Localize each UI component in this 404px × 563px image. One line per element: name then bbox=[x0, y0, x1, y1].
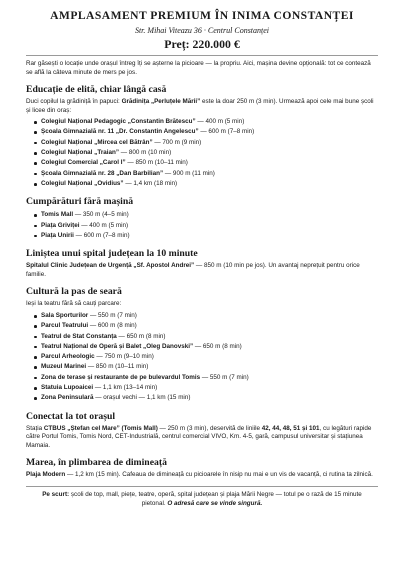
list-item bbox=[34, 393, 378, 403]
list-item bbox=[34, 373, 378, 383]
list-item bbox=[34, 169, 378, 179]
transport-text-3: , cu legături rapide către Portul Tomis, Tomis Nord, CET-Industrială, centrul comercial VIVO, Km. 4-5, gară, campusul universitar și stațiunea Mamaia. bbox=[26, 424, 372, 449]
bus-lines: 42, 44, 48, 51 și 101 bbox=[261, 424, 320, 432]
beach-name: Plaja Modern bbox=[26, 471, 66, 479]
place-distance: — 550 m (7 min) bbox=[88, 311, 137, 319]
place-name: Piața Unirii bbox=[41, 231, 74, 239]
place-name: Sala Sporturilor bbox=[41, 311, 89, 319]
place-distance: — 650 m (8 min) bbox=[116, 332, 166, 340]
listing-title: AMPLASAMENT PREMIUM ÎN INIMA CONSTANȚEI bbox=[50, 9, 354, 22]
education-lead-end: este la doar 250 m (3 min). Urmează apoi cele mai bune școli și licee din oraș: bbox=[26, 98, 374, 114]
list-item bbox=[34, 362, 378, 372]
list-item bbox=[34, 231, 378, 241]
place-name: Piața Griviței bbox=[41, 221, 80, 229]
education-lead-start: Duci copilul la grădiniță în papuci: bbox=[26, 98, 122, 105]
culture-section bbox=[26, 286, 378, 403]
place-name: Colegiul Național „Traian” bbox=[41, 149, 120, 157]
place-distance: — 600 m (7–8 min) bbox=[73, 231, 130, 239]
place-distance: — 1,4 km (18 min) bbox=[123, 179, 178, 187]
place-name: Zona de terase și restaurante de pe bulevardul Tomis bbox=[41, 373, 201, 381]
place-distance: — 900 m (11 min) bbox=[163, 169, 215, 177]
place-distance: — 600 m (8 min) bbox=[88, 322, 137, 330]
hospital-heading: Liniștea unui spital județean la 10 minute bbox=[26, 248, 198, 260]
list-item bbox=[34, 383, 378, 393]
summary-text: școli de top, mall, piețe, teatre, operă, spital județean și plaja Mării Negre — totul pe o rază de 15 minute pietonal. bbox=[69, 490, 362, 507]
list-item bbox=[34, 210, 378, 220]
bus-stop-name: CTBUS „Ștefan cel Mare” (Tomis Mall) bbox=[43, 424, 158, 432]
list-item bbox=[34, 221, 378, 231]
summary-label: Pe scurt: bbox=[42, 490, 70, 498]
summary-footer bbox=[40, 491, 364, 509]
sea-section bbox=[26, 457, 378, 480]
list-item bbox=[34, 342, 378, 352]
list-item bbox=[34, 332, 378, 342]
shopping-list bbox=[26, 210, 378, 241]
place-distance: — 750 m (9–10 min) bbox=[94, 353, 154, 361]
place-name: Colegiul Național „Mircea cel Bătrân” bbox=[41, 138, 153, 146]
place-distance: — 550 m (7 min) bbox=[200, 373, 249, 381]
place-distance: — 350 m (4–5 min) bbox=[73, 211, 129, 219]
place-name: Colegiul Comercial „Carol I” bbox=[41, 159, 126, 167]
place-distance: — 400 m (5 min) bbox=[195, 118, 245, 126]
place-name: Parcul Arheologic bbox=[41, 353, 95, 361]
hospital-section bbox=[26, 248, 378, 279]
place-name: Colegiul Național Pedagogic „Constantin Brătescu” bbox=[41, 118, 196, 126]
shopping-section bbox=[26, 196, 378, 241]
listing-price: Preț: 220.000 € bbox=[164, 37, 240, 51]
education-section bbox=[26, 84, 378, 189]
place-name: Statuia Lupoaicei bbox=[41, 384, 94, 392]
shopping-heading: Cumpărături fără mașină bbox=[26, 196, 134, 208]
place-distance: — 1,1 km (13–14 min) bbox=[93, 384, 158, 392]
place-distance: — 800 m (10 min) bbox=[119, 149, 172, 157]
header-divider bbox=[26, 55, 378, 56]
listing-address: Str. Mihai Viteazu 36 · Centrul Constanței bbox=[134, 26, 270, 35]
hospital-detail: — 850 m (10 min pe jos). Un avantaj neprețuit pentru orice familie. bbox=[26, 262, 360, 278]
transport-section bbox=[26, 411, 378, 451]
list-item bbox=[34, 321, 378, 331]
footer-divider bbox=[26, 486, 378, 487]
culture-heading: Cultură la pas de seară bbox=[26, 286, 122, 298]
hospital-name: Spitalul Clinic Județean de Urgență „Sf. Apostol Andrei” bbox=[26, 262, 195, 270]
kindergarten-name: Grădinița „Perluțele Mării” bbox=[121, 98, 201, 105]
list-item bbox=[34, 311, 378, 321]
list-item bbox=[34, 352, 378, 362]
sea-heading: Marea, în plimbarea de dimineață bbox=[26, 457, 167, 469]
place-name: Școala Gimnazială nr. 28 „Dan Barbilian” bbox=[41, 169, 164, 177]
culture-lead: Ieși la teatru fără să cauți parcare: bbox=[26, 300, 122, 308]
education-lead bbox=[26, 98, 378, 115]
place-distance: — 600 m (7–8 min) bbox=[198, 128, 255, 136]
flyer-header bbox=[26, 8, 378, 51]
list-item bbox=[34, 117, 378, 127]
sea-paragraph bbox=[26, 471, 378, 480]
transport-text-1: Stația bbox=[26, 424, 44, 432]
transport-heading: Conectat la tot orașul bbox=[26, 410, 116, 422]
transport-text-2: — 250 m (3 min), deservită de liniile bbox=[157, 424, 262, 432]
place-distance: — 400 m (5 min) bbox=[79, 221, 129, 229]
place-distance: — 650 m (8 min) bbox=[193, 342, 242, 350]
list-item bbox=[34, 179, 378, 189]
intro-paragraph: Rar găsești o locație unde orașul întreg îți se așterne la picioare — la propriu. Aici, mașina devine opțională: tot ce contează se află la câteva minute de mers pe jos. bbox=[26, 60, 371, 76]
education-heading: Educație de elită, chiar lângă casă bbox=[26, 84, 167, 95]
place-distance: — orașul vechi — 1,1 km (15 min) bbox=[93, 394, 191, 402]
sea-detail: — 1,2 km (15 min). Cafeaua de dimineață cu picioarele în nisip nu mai e un vis de vacanță, ci rutina ta zilnică. bbox=[65, 471, 373, 479]
transport-paragraph bbox=[26, 425, 378, 451]
place-name: Teatrul de Stat Constanța bbox=[41, 332, 117, 340]
place-name: Colegiul Național „Ovidius” bbox=[41, 179, 124, 187]
place-distance: — 850 m (10–11 min) bbox=[125, 159, 188, 167]
place-name: Tomis Mall bbox=[41, 211, 74, 219]
list-item bbox=[34, 158, 378, 168]
place-name: Teatrul Național de Operă și Balet „Oleg Danovski” bbox=[41, 342, 194, 350]
place-name: Zona Peninsulară bbox=[41, 394, 94, 402]
place-name: Muzeul Marinei bbox=[41, 363, 87, 371]
hospital-paragraph bbox=[26, 262, 378, 279]
list-item bbox=[34, 138, 378, 148]
list-item bbox=[34, 148, 378, 158]
list-item bbox=[34, 127, 378, 137]
summary-emphasis: O adresă care se vinde singură. bbox=[167, 499, 263, 507]
place-name: Parcul Teatrului bbox=[41, 322, 89, 330]
place-distance: — 850 m (10–11 min) bbox=[86, 363, 149, 371]
place-distance: — 700 m (9 min) bbox=[152, 138, 202, 146]
culture-list bbox=[26, 311, 378, 404]
place-name: Școala Gimnazială nr. 11 „Dr. Constantin Angelescu” bbox=[41, 128, 199, 136]
schools-list bbox=[26, 117, 378, 189]
